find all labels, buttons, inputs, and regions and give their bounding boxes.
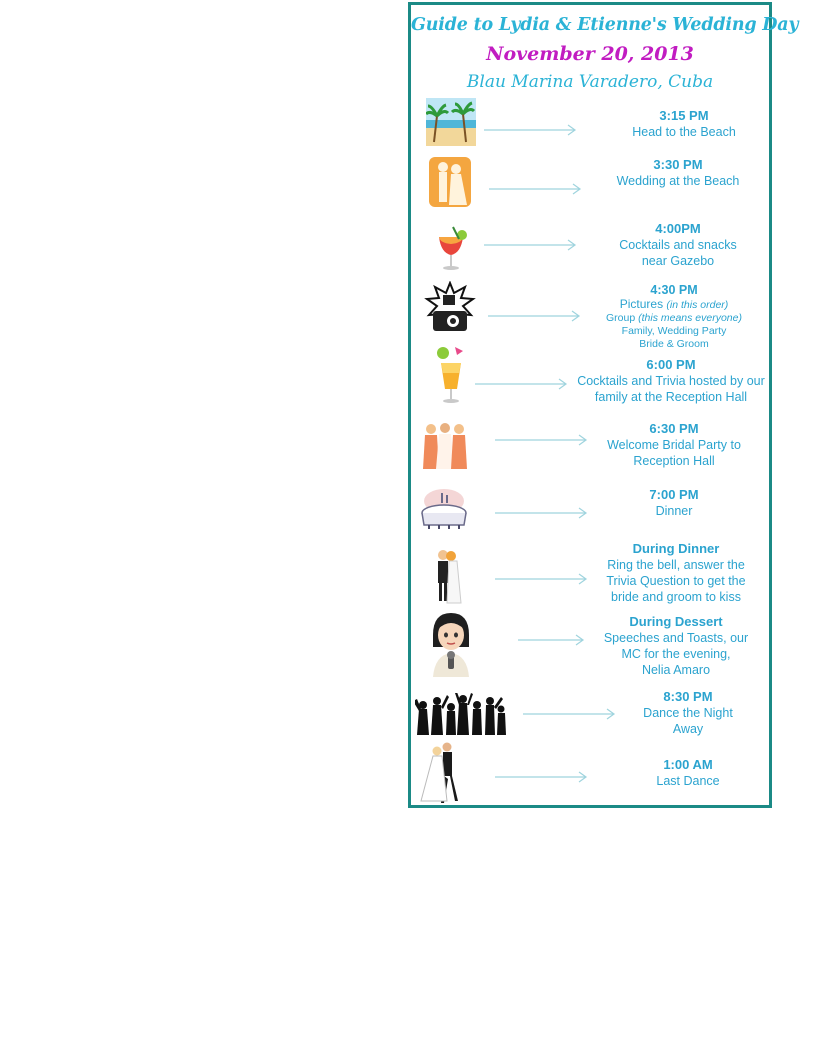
event-description: Pictures (619, 297, 664, 311)
event-description: Ring the bell, answer the (607, 558, 745, 572)
cocktail-glass-icon (431, 225, 471, 273)
event-description: Welcome Bridal Party to (607, 438, 741, 452)
schedule-item (411, 345, 769, 413)
event-text (589, 283, 759, 351)
event-description: Nelia Amaro (641, 663, 711, 677)
arrow-right-icon (484, 124, 578, 136)
schedule-item (411, 611, 769, 679)
schedule-item (411, 98, 769, 148)
tropical-drink-icon (431, 345, 471, 407)
bride-groom-silhouette-icon (427, 155, 473, 209)
event-time: 7:00 PM (649, 487, 699, 502)
arrow-right-icon (484, 239, 578, 251)
event-description: Dinner (655, 504, 693, 518)
arrow-right-icon (488, 310, 582, 322)
event-description: Group (606, 312, 636, 324)
woman-microphone-icon (429, 611, 473, 677)
event-description: Reception Hall (633, 454, 715, 468)
camera-flash-icon (423, 281, 477, 335)
schedule-item (411, 223, 769, 275)
arrow-right-icon (495, 507, 589, 519)
wedding-date: November 20, 2013 (486, 43, 694, 65)
dancing-crowd-icon (415, 693, 507, 737)
event-note: (this means everyone) (638, 312, 742, 324)
arrow-right-icon (518, 634, 586, 646)
arrow-right-icon (475, 378, 569, 390)
kissing-couple-icon (429, 547, 469, 605)
event-time: 4:30 PM (650, 283, 698, 297)
event-text (603, 689, 773, 737)
event-text (591, 541, 761, 605)
event-time: 4:00PM (655, 221, 701, 236)
schedule-item (411, 487, 769, 533)
dinner-table-icon (419, 487, 469, 531)
event-time: 3:15 PM (659, 108, 709, 123)
schedule-card (408, 2, 799, 808)
event-description: Wedding at the Beach (616, 174, 740, 188)
schedule-item (411, 155, 769, 211)
arrow-right-icon (489, 183, 583, 195)
event-description: MC for the evening, (621, 647, 731, 661)
event-time: 6:30 PM (649, 421, 699, 436)
event-text (593, 221, 763, 269)
event-time: 3:30 PM (653, 157, 703, 172)
event-description: Cocktails and snacks (619, 238, 737, 252)
event-time: 8:30 PM (663, 689, 713, 704)
event-time: During Dinner (632, 541, 720, 556)
arrow-right-icon (495, 434, 589, 446)
event-description: Away (672, 722, 704, 736)
event-description: Trivia Question to get the (606, 574, 746, 588)
event-time: 1:00 AM (663, 757, 713, 772)
arrow-right-icon (495, 573, 589, 585)
schedule-item (411, 741, 769, 807)
arrow-right-icon (495, 771, 589, 783)
event-text (567, 357, 775, 405)
schedule-item (411, 421, 769, 473)
event-description: Bride & Groom (639, 338, 709, 350)
schedule-item (411, 541, 769, 607)
event-text (593, 157, 763, 189)
event-text (599, 108, 769, 140)
event-description: Family, Wedding Party (621, 325, 727, 337)
event-text (589, 487, 759, 519)
schedule-item (411, 281, 769, 350)
event-text (589, 421, 759, 469)
event-description: near Gazebo (641, 254, 715, 268)
beach-palm-trees-icon (426, 98, 476, 146)
bridesmaids-icon (421, 421, 469, 471)
venue-name: Blau Marina Varadero, Cuba (466, 72, 714, 92)
event-time: During Dessert (629, 614, 723, 629)
event-description: Cocktails and Trivia hosted by our (577, 374, 765, 388)
event-text (603, 757, 773, 789)
guide-title: Guide to Lydia & Etienne's Wedding Day (411, 15, 799, 35)
event-description: Speeches and Toasts, our (603, 631, 749, 645)
event-text (591, 614, 761, 678)
event-description: Dance the Night (643, 706, 733, 720)
event-time: 6:00 PM (646, 357, 696, 372)
event-description: family at the Reception Hall (594, 390, 748, 404)
event-description: Last Dance (656, 774, 720, 788)
event-note: (in this order) (666, 299, 729, 311)
schedule-item (411, 689, 769, 741)
dancing-couple-icon (417, 741, 465, 805)
event-description: Head to the Beach (632, 125, 736, 139)
event-description: bride and groom to kiss (611, 590, 741, 604)
